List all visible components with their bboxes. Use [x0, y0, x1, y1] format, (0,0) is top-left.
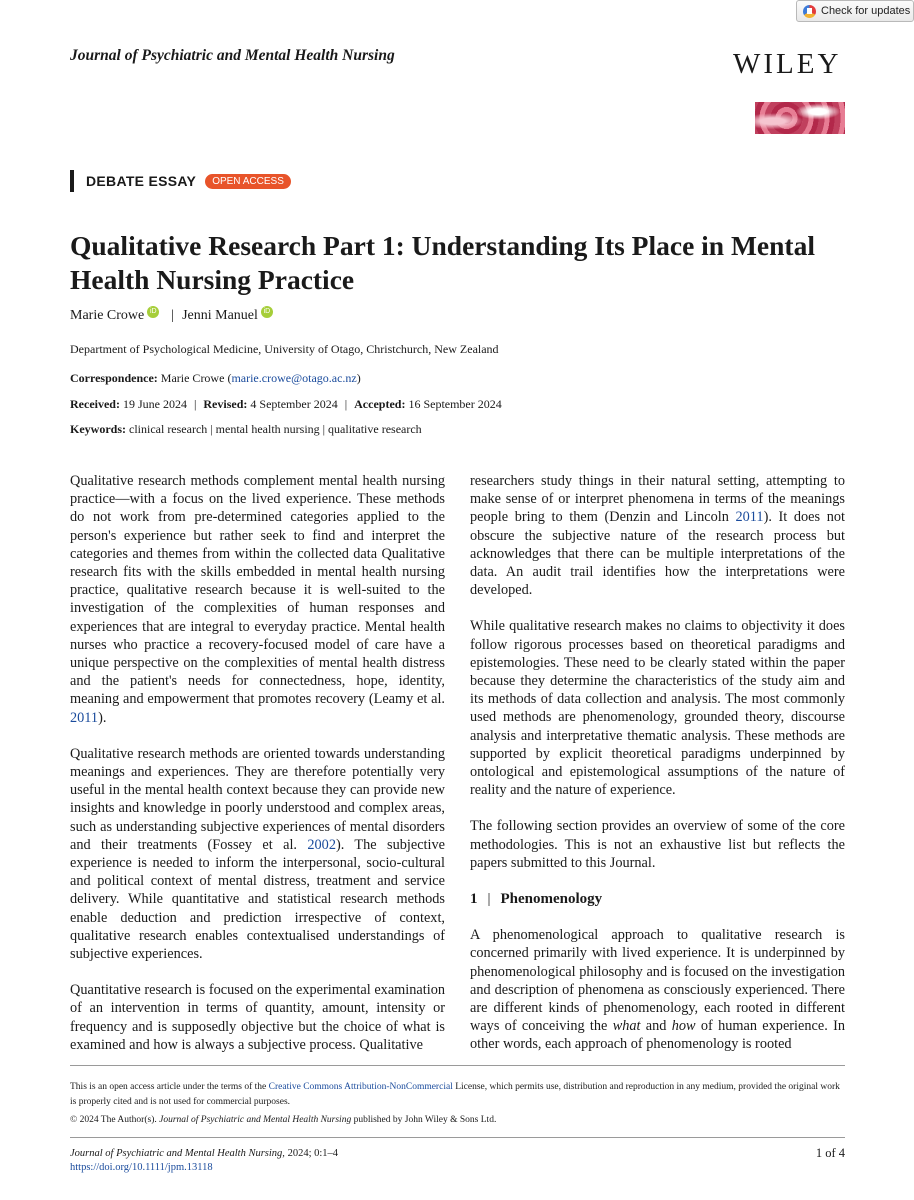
check-for-updates-label: Check for updates	[821, 5, 911, 17]
section-title: Phenomenology	[500, 891, 603, 908]
orcid-icon[interactable]: iD	[147, 306, 159, 318]
footer-journal: Journal of Psychiatric and Mental Health Nursing,	[70, 1148, 285, 1159]
license-link[interactable]: Creative Commons Attribution-NonCommercial	[268, 1082, 453, 1092]
citation-link[interactable]: 2002	[307, 836, 336, 853]
orcid-icon[interactable]: iD	[261, 306, 273, 318]
correspondence-label: Correspondence:	[70, 371, 158, 385]
article-type-bar	[70, 170, 74, 192]
journal-title: Journal of Psychiatric and Mental Health Nursing	[70, 47, 395, 64]
body-column-left	[70, 472, 445, 1072]
citation-link[interactable]: 2011	[735, 509, 764, 526]
accepted-date: 16 September 2024	[408, 397, 502, 411]
license-notice: This is an open access article under the terms of the Creative Commons Attribution-NonCommercial License, which permits use, distribution and reproduction in any medium, provided the original work is properly cited and is not used for commercial purposes.	[70, 1082, 840, 1107]
crossmark-icon	[803, 5, 816, 18]
body-column-right	[470, 472, 845, 1072]
section-number: 1	[470, 891, 478, 908]
correspondence-email-link[interactable]: marie.crowe@otago.ac.nz	[231, 371, 357, 385]
check-for-updates-button[interactable]	[796, 0, 914, 22]
body-paragraph: Qualitative research methods complement mental health nursing practice—with a focus on the lived experience. These methods do not work from pre-determined categories applied to the person's experience but rather seek to find and interpret the categories and themes from within the collected data Qualitative research fits with the skills embedded in mental health nursing practice, qualitative research because it is well-suited to the investigation of the complexities of human responses and experiences that are integral to everyday practice. Mental health nurses who practice a recovery-focused model of care have a unique perspective on the complexities of mental health distress and the patient's needs for connectedness, hope, identity, meaning and empowerment that promotes recovery (Leamy et al. 2011).	[70, 473, 445, 726]
section-separator: |	[487, 891, 491, 908]
citation-footer	[70, 1147, 338, 1175]
section-heading	[470, 890, 845, 908]
body-paragraph: Quantitative research is focused on the experimental examination of an intervention in terms of quantity, amount, intensity or frequency and is supposedly objective but the choice of what is examined and how is always a subjective process. Qualitative	[70, 982, 445, 1053]
received-label: Received:	[70, 397, 120, 411]
accepted-label: Accepted:	[354, 397, 406, 411]
author-name[interactable]: Jenni Manuel	[182, 308, 258, 323]
revised-date: 4 September 2024	[250, 397, 338, 411]
received-date: 19 June 2024	[122, 397, 187, 411]
cover-art-image	[755, 102, 845, 134]
body-paragraph: While qualitative research makes no claims to objectivity it does follow rigorous processes based on theoretical paradigms and epistemologies. These need to be clearly stated within the paper because they determine the characteristics of the study aim and its methods of data collection and analysis. The most commonly used methods are phenomenology, grounded theory, discourse analysis and interpretative thematic analysis. These methods are supported by explicit theoretical paradigms underpinned by ontological and epistemological assumptions of the nature of reality and the nature of experience.	[470, 618, 845, 799]
author-separator: |	[171, 308, 175, 323]
body-paragraph: The following section provides an overview of some of the core methodologies. This is not an exhaustive list but reflects the papers submitted to this Journal.	[470, 818, 845, 871]
author-list	[70, 308, 273, 324]
footer-divider	[70, 1137, 845, 1138]
copyright-notice: © 2024 The Author(s). Journal of Psychiatric and Mental Health Nursing published by John Wiley & Sons Ltd.	[70, 1115, 497, 1125]
affiliation: Department of Psychological Medicine, University of Otago, Christchurch, New Zealand	[70, 342, 499, 356]
article-title: Qualitative Research Part 1: Understanding Its Place in Mental Health Nursing Practice	[70, 230, 815, 295]
citation-link[interactable]: 2011	[70, 709, 99, 726]
page-number: 1 of 4	[815, 1146, 845, 1160]
publisher-logo: WILEY	[733, 48, 842, 80]
body-paragraph: researchers study things in their natural setting, attempting to make sense of or interpret phenomena in terms of the meanings people bring to them (Denzin and Lincoln 2011). It does not obscure the subjective nature of the research process but acknowledges that there can be multiple interpretations of the data. An audit trail identifies how the interpretations were developed.	[470, 473, 845, 599]
revised-label: Revised:	[203, 397, 248, 411]
author-name[interactable]: Marie Crowe	[70, 308, 145, 323]
open-access-badge: OPEN ACCESS	[205, 174, 291, 189]
doi-link[interactable]: https://doi.org/10.1111/jpm.13118	[70, 1162, 213, 1173]
correspondence: Correspondence: Marie Crowe (marie.crowe@otago.ac.nz)	[70, 371, 361, 385]
correspondence-name: Marie Crowe	[160, 371, 225, 385]
keywords	[70, 422, 422, 437]
footer-divider	[70, 1065, 845, 1066]
article-type	[70, 170, 291, 192]
body-paragraph: Qualitative research methods are oriented towards understanding meanings and experiences. They are therefore potentially very useful in the mental health context because they can provide new insights and knowledge in poorly understood and complex areas, such as understanding subjective experiences of mental disorders and their treatments (Fossey et al. 2002). The subjective experience is needed to inform the interpersonal, socio-cultural and political context of mental distress, treatment and service delivery. While quantitative and statistical research methods enable deduction and prediction irrespective of context, qualitative research enables contextualised understandings of subjective experiences.	[70, 745, 445, 963]
footer-volume: 2024; 0:1–4	[284, 1148, 339, 1159]
article-type-label: DEBATE ESSAY	[86, 173, 197, 189]
keywords-value: clinical research | mental health nursing | qualitative research	[129, 422, 422, 436]
article-dates: Received: 19 June 2024 | Revised: 4 September 2024 | Accepted: 16 September 2024	[70, 397, 502, 411]
keywords-label: Keywords:	[70, 422, 126, 436]
body-paragraph: A phenomenological approach to qualitative research is concerned primarily with lived experience. It is underpinned by phenomenological philosophy and is focused on the investigation and description of phenomena as consciously experienced. There are different kinds of phenomenology, each rooted in different ways of conceiving the what and how of human experience. In other words, each approach of phenomenology is rooted	[470, 927, 846, 1053]
